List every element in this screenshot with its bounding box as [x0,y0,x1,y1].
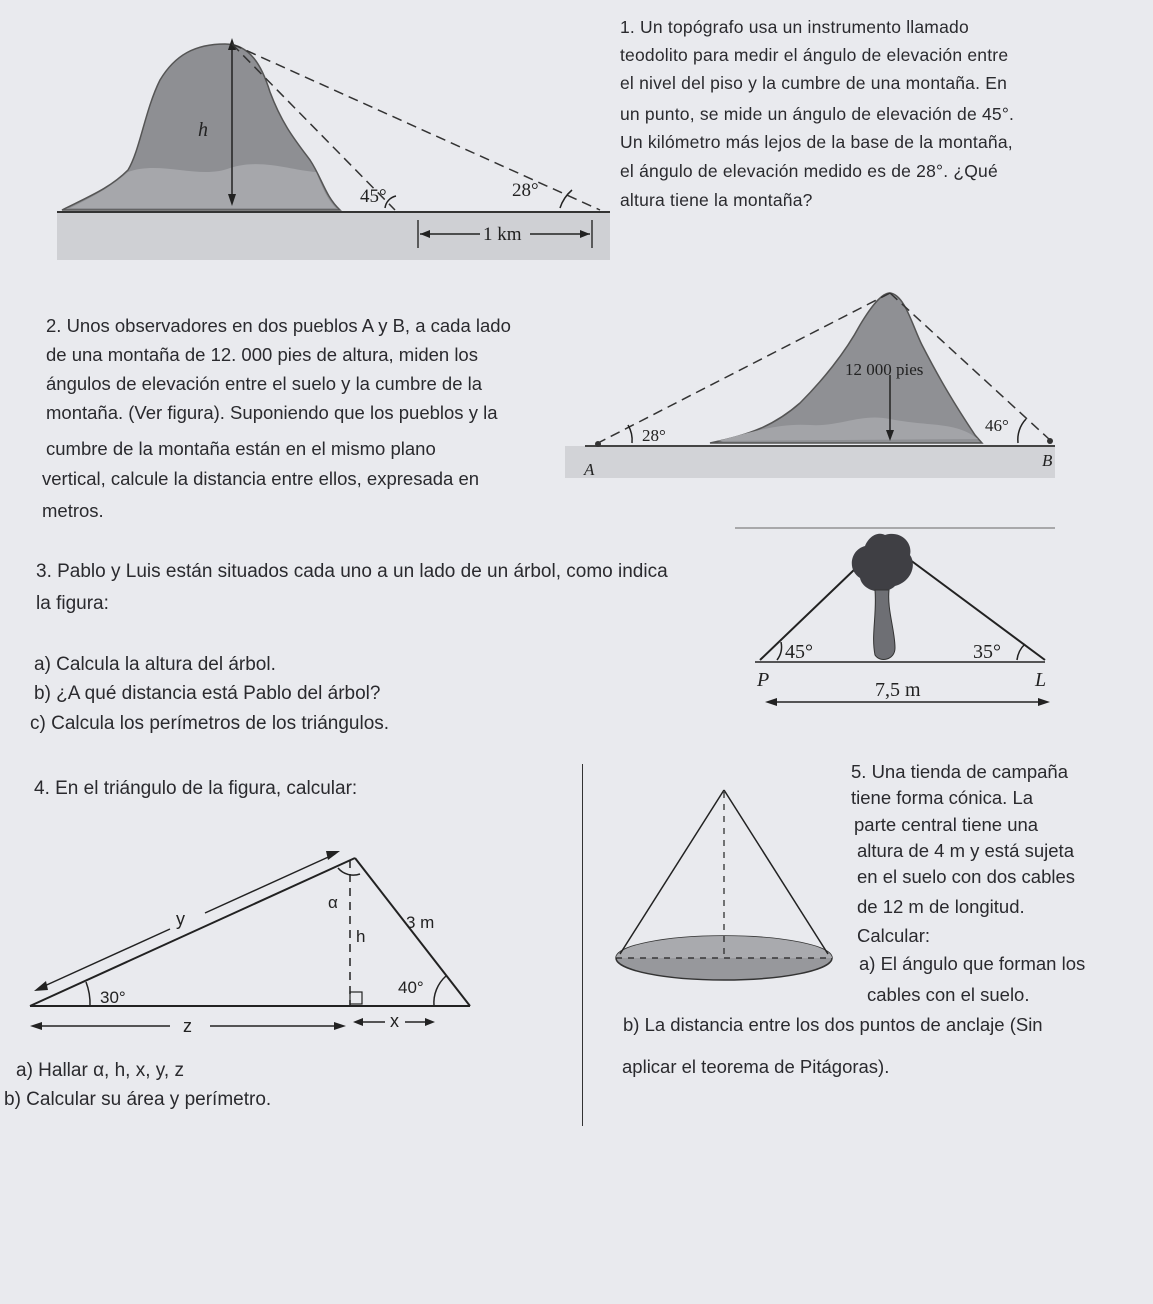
p5-line-6: de 12 m de longitud. [857,896,1025,917]
p5-part-b-2: aplicar el teorema de Pitágoras). [622,1056,890,1077]
p5-part-b-1: b) La distancia entre los dos puntos de anclaje (Sin [623,1014,1043,1035]
p4-part-b: b) Calcular su área y perímetro. [4,1089,272,1110]
problem5-figure [612,782,842,1012]
p3-point-p: P [757,669,770,691]
problem2-figure [560,285,1060,485]
p1-line-2: teodolito para medir el ángulo de elevación entre [620,45,1009,65]
p1-h-label: h [198,119,208,141]
p1-line-3: el nivel del piso y la cumbre de una montaña. En [620,73,1008,93]
p3-line-4: b) ¿A qué distancia está Pablo del árbol? [34,683,381,704]
p4-z: z [183,1016,192,1036]
p3-line-1: 3. Pablo y Luis están situados cada uno a un lado de un árbol, como indica [36,561,668,582]
p4-h: h [356,927,366,946]
p3-angle-l: 35° [973,641,1001,663]
column-divider [582,764,583,1126]
p3-angle-p: 45° [785,641,813,663]
p4-angle1: 30° [100,988,126,1007]
p1-angle1: 45° [360,186,387,207]
p5-line-1: 5. Una tienda de campaña [851,761,1069,782]
p2-angle-b: 46° [985,416,1009,435]
p1-line-7: altura tiene la montaña? [620,190,813,210]
p2-line-2: de una montaña de 12. 000 pies de altura, miden los [46,344,478,365]
p3-distance: 7,5 m [875,679,921,701]
p1-line-5: Un kilómetro más lejos de la base de la montaña, [620,132,1013,152]
p2-line-6: vertical, calcule la distancia entre ellos, expresada en [42,468,480,489]
p1-distance: 1 km [483,224,522,245]
p2-line-5: cumbre de la montaña están en el mismo plano [46,438,436,459]
p4-side: 3 m [406,913,435,932]
p4-alpha: α [328,893,338,912]
problem1-figure [0,0,610,265]
p3-line-2: la figura: [36,593,109,614]
p4-angle2: 40° [398,978,424,997]
problem4-figure [20,838,470,1038]
p5-line-3: parte central tiene una [854,814,1039,835]
p2-angle-a: 28° [642,426,666,445]
tree-trunk [874,590,895,659]
p5-line-2: tiene forma cónica. La [851,787,1034,808]
p3-point-l: L [1035,669,1047,691]
p1-line-1: 1. Un topógrafo usa un instrumento llamado [620,17,969,37]
p4-x: x [390,1011,399,1031]
p4-part-a: a) Hallar α, h, x, y, z [16,1060,184,1081]
p1-angle2: 28° [512,180,539,201]
p5-line-8: a) El ángulo que forman los [859,953,1086,974]
p2-height-label: 12 000 pies [845,360,924,379]
p5-line-5: en el suelo con dos cables [857,866,1076,887]
p2-line-1: 2. Unos observadores en dos pueblos A y B, a cada lado [46,315,511,336]
p1-line-6: el ángulo de elevación medido es de 28°. ¿Qué [620,161,998,181]
p4-y: y [176,909,185,929]
ground-band [57,212,610,260]
problem3-figure [735,520,1055,720]
p2-line-3: ángulos de elevación entre el suelo y la cumbre de la [46,373,483,394]
p5-line-7: Calcular: [857,925,930,946]
tree-crown [852,534,913,592]
p4-title: 4. En el triángulo de la figura, calcular: [34,778,358,799]
p2-point-b: B [1042,451,1053,470]
p5-line-4: altura de 4 m y está sujeta [857,840,1074,861]
p2-line-7: metros. [42,500,104,521]
p5-line-9: cables con el suelo. [867,984,1030,1005]
p2-line-4: montaña. (Ver figura). Suponiendo que los pueblos y la [46,402,498,423]
p3-line-5: c) Calcula los perímetros de los triángulos. [30,713,390,734]
p2-point-a: A [584,460,595,479]
p3-line-3: a) Calcula la altura del árbol. [34,654,276,675]
p1-line-4: un punto, se mide un ángulo de elevación de 45°. [620,104,1015,124]
